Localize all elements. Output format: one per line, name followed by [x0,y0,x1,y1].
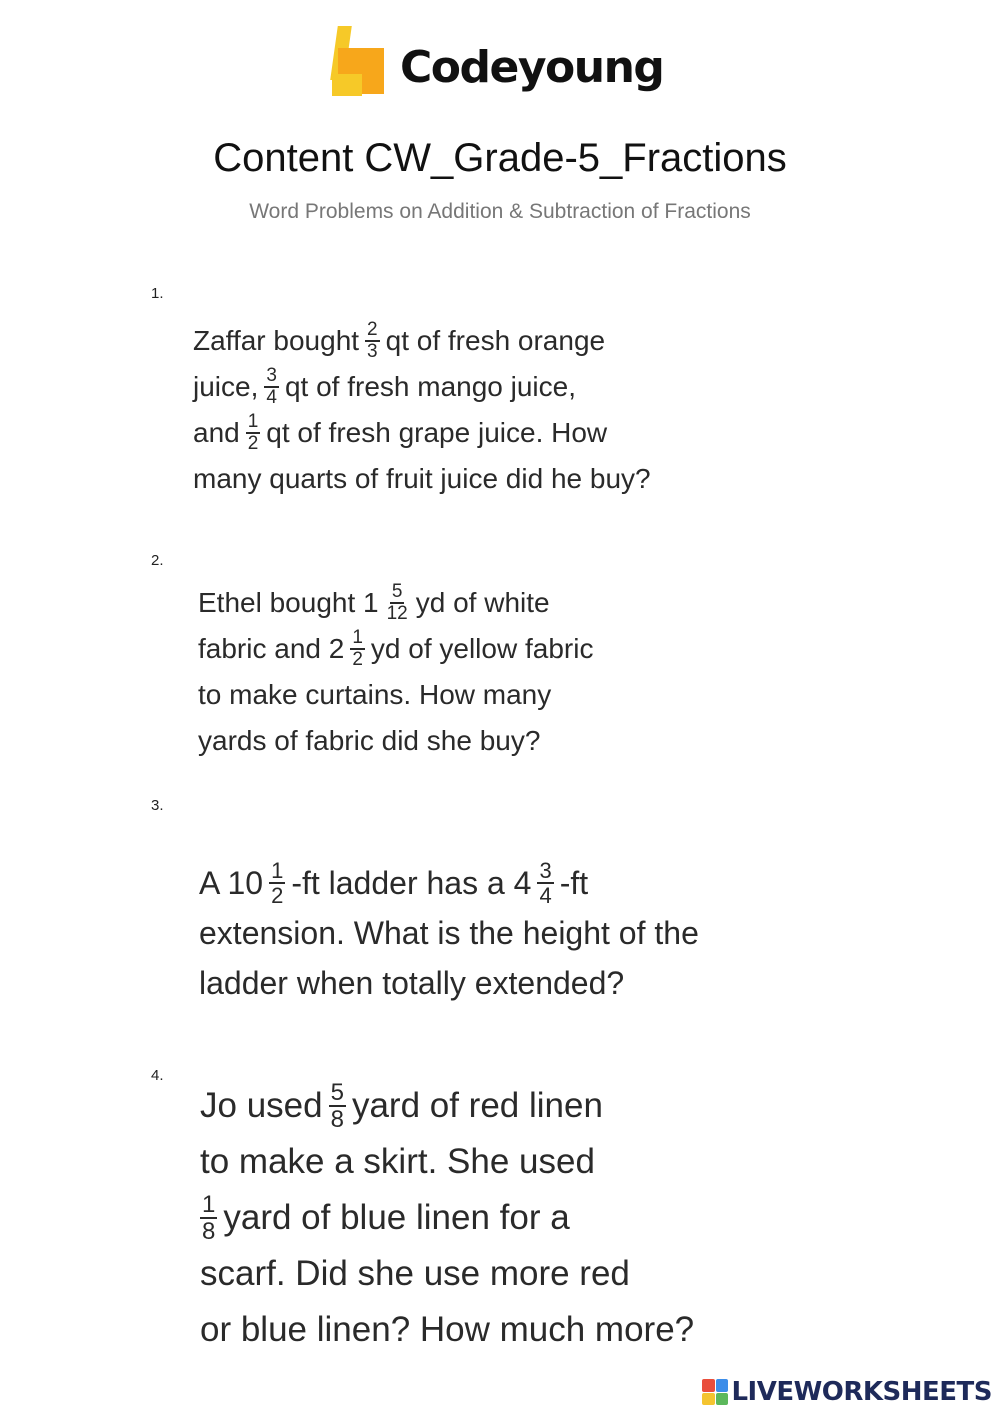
question-line: ladder when totally extended? [199,964,625,1001]
icon-cell [716,1379,729,1392]
question-line: $\frac{1}{8}$ yard of blue linen for a [202,1190,570,1245]
fraction: $\frac{1}{2}$ [352,627,363,670]
liveworksheets-text: LIVEWORKSHEETS [731,1377,992,1407]
question-line: yards of fabric did she buy? [198,725,541,756]
fraction: $\frac{3}{4}$ [266,365,277,408]
question-3-text [199,858,699,1008]
question-line: or blue linen? How much more? [200,1310,695,1349]
question-line: Zaffar bought $\frac{2}{3}$ qt of fresh orange [193,319,606,362]
question-4-number: 4. [151,1067,164,1084]
fraction: $\frac{1}{2}$ [271,857,284,908]
question-1-number: 1. [151,285,164,302]
fraction: $\frac{3}{4}$ [539,857,552,908]
question-line: Ethel bought 1 $\frac{5}{12}$ yd of white [198,581,550,624]
codeyoung-logo [332,26,672,106]
codeyoung-logo-text: Codeyoung [400,42,664,93]
fraction: $\frac{5}{8}$ [330,1078,344,1133]
question-4-text [200,1078,694,1358]
question-3-number: 3. [151,797,164,814]
question-line: many quarts of fruit juice did he buy? [193,463,651,494]
question-line: juice, $\frac{3}{4}$ qt of fresh mango juice, [193,365,576,408]
question-line: extension. What is the height of the [199,914,699,951]
fraction: $\frac{1}{8}$ [202,1190,216,1245]
question-1-text [193,318,651,502]
question-line: A 10 $\frac{1}{2}$ -ft ladder has a 4 $\frac{3}{4}$ -ft [199,857,589,908]
icon-cell [716,1393,729,1406]
question-line: fabric and 2 $\frac{1}{2}$ yd of yellow fabric [198,627,594,670]
fraction: $\frac{1}{2}$ [247,411,259,454]
question-line: and $\frac{1}{2}$ qt of fresh grape juice. How [193,411,608,454]
liveworksheets-watermark[interactable] [702,1376,992,1408]
codeyoung-logo-icon [332,26,388,98]
question-line: scarf. Did she use more red [200,1254,630,1293]
page-subtitle: Word Problems on Addition & Subtraction of Fractions [249,200,751,223]
icon-cell [702,1393,715,1406]
page-title: Content CW_Grade-5_Fractions [213,136,787,180]
question-line: to make curtains. How many [198,679,552,710]
fraction: $\frac{5}{12}$ [386,581,408,624]
liveworksheets-icon [702,1379,728,1405]
icon-cell [702,1379,715,1392]
question-line: to make a skirt. She used [200,1142,595,1181]
question-2-number: 2. [151,552,164,569]
question-2-text [198,580,593,764]
question-line: Jo used $\frac{5}{8}$ yard of red linen [200,1078,603,1133]
fraction: $\frac{2}{3}$ [367,319,378,362]
